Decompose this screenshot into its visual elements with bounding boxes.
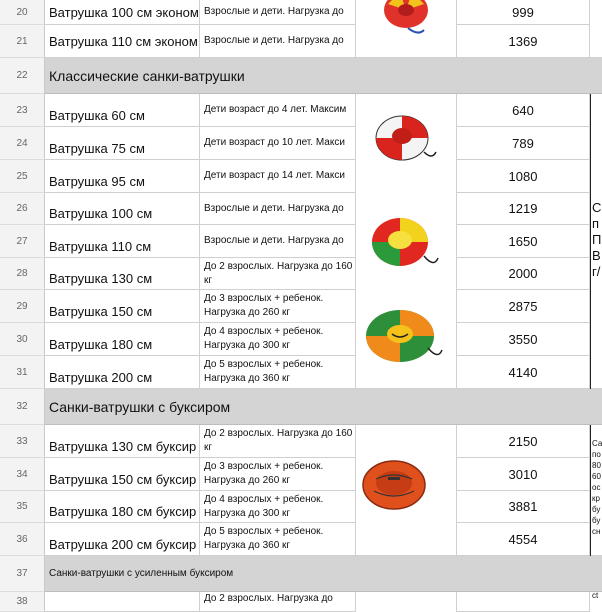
row-header-29[interactable]: 29: [0, 290, 45, 323]
row-header-27[interactable]: 27: [0, 225, 45, 258]
section-header-tow[interactable]: Санки-ватрушки с буксиром: [45, 389, 602, 425]
side-note-line: Са: [592, 439, 602, 448]
product-desc-cell[interactable]: Взрослые и дети. Нагрузка до: [200, 0, 356, 25]
extra-col-cell[interactable]: [590, 0, 602, 58]
side-note-line: 80: [592, 461, 601, 470]
product-price-cell[interactable]: 1219: [457, 193, 590, 225]
product-name-cell[interactable]: Ватрушка 150 см: [45, 290, 200, 323]
product-desc-cell[interactable]: Дети возраст до 14 лет. Макси: [200, 160, 356, 193]
product-desc-cell[interactable]: До 4 взрослых + ребенок. Нагрузка до 300 кг: [200, 323, 356, 356]
product-name-cell[interactable]: Ватрушка 95 см: [45, 160, 200, 193]
row-header-36[interactable]: 36: [0, 523, 45, 556]
row-header-37[interactable]: 37: [0, 556, 45, 592]
row-header-32[interactable]: 32: [0, 389, 45, 425]
product-price-cell[interactable]: 1369: [457, 25, 590, 58]
product-desc-cell[interactable]: До 4 взрослых + ребенок. Нагрузка до 300 кг: [200, 491, 356, 523]
product-name-cell[interactable]: Ватрушка 180 см: [45, 323, 200, 356]
product-name-cell[interactable]: Ватрушка 100 см: [45, 193, 200, 225]
product-price-cell[interactable]: 999: [457, 0, 590, 25]
row-header-33[interactable]: 33: [0, 425, 45, 458]
tube-image-red-yellow: [378, 0, 434, 38]
row-header-34[interactable]: 34: [0, 458, 45, 491]
side-note-line: по: [592, 450, 601, 459]
product-desc-cell[interactable]: Взрослые и дети. Нагрузка до: [200, 193, 356, 225]
product-name-cell[interactable]: Ватрушка 200 см буксир: [45, 523, 200, 556]
row-header-24[interactable]: 24: [0, 127, 45, 160]
side-note-line: сн: [592, 527, 601, 536]
product-name-cell[interactable]: Ватрушка 110 см: [45, 225, 200, 258]
row-header-38[interactable]: 38: [0, 592, 45, 612]
side-note-line: п: [592, 216, 600, 231]
product-desc-cell[interactable]: До 2 взрослых. Нагрузка до 160 кг: [200, 425, 356, 458]
product-name-cell[interactable]: Ватрушка 110 см эконом: [45, 25, 200, 58]
product-price-cell[interactable]: 1080: [457, 160, 590, 193]
side-note-line: В: [592, 248, 601, 263]
product-desc-cell[interactable]: До 3 взрослых + ребенок. Нагрузка до 260 кг: [200, 290, 356, 323]
border-line: [590, 94, 591, 389]
tube-image-orange-tow: [360, 457, 428, 513]
row-header-21[interactable]: 21: [0, 25, 45, 58]
product-price-cell[interactable]: 3550: [457, 323, 590, 356]
product-name-cell[interactable]: Ватрушка 130 см буксир: [45, 425, 200, 458]
product-price-cell[interactable]: 1650: [457, 225, 590, 258]
tube-image-green-orange: [362, 306, 444, 368]
product-image-cell: [356, 0, 457, 58]
product-price-cell[interactable]: 3010: [457, 458, 590, 491]
product-desc-cell[interactable]: Взрослые и дети. Нагрузка до: [200, 25, 356, 58]
product-price-cell[interactable]: [457, 592, 590, 612]
product-name-cell[interactable]: Ватрушка 130 см: [45, 258, 200, 290]
side-note-line: 60: [592, 472, 601, 481]
row-header-28[interactable]: 28: [0, 258, 45, 290]
side-note-text: [592, 438, 602, 537]
product-price-cell[interactable]: 2000: [457, 258, 590, 290]
product-image-cell: [356, 592, 457, 612]
product-price-cell[interactable]: 789: [457, 127, 590, 160]
product-price-cell[interactable]: 4554: [457, 523, 590, 556]
row-header-23[interactable]: 23: [0, 94, 45, 127]
row-header-30[interactable]: 30: [0, 323, 45, 356]
section-header-reinforced-tow[interactable]: Санки-ватрушки с усиленным буксиром: [45, 556, 602, 592]
side-note-line: ос: [592, 483, 601, 492]
section-header-classic[interactable]: Классические санки-ватрушки: [45, 58, 602, 94]
row-header-22[interactable]: 22: [0, 58, 45, 94]
product-name-cell[interactable]: Ватрушка 75 см: [45, 127, 200, 160]
product-name-cell[interactable]: Ватрушка 60 см: [45, 94, 200, 127]
product-desc-cell[interactable]: Взрослые и дети. Нагрузка до: [200, 225, 356, 258]
side-note-text: ct: [592, 591, 599, 600]
side-note-line: С: [592, 200, 602, 215]
product-name-cell[interactable]: Ватрушка 100 см эконом: [45, 0, 200, 25]
tube-image-red-white: [370, 112, 440, 164]
product-price-cell[interactable]: 2150: [457, 425, 590, 458]
product-name-cell[interactable]: Ватрушка 180 см буксир: [45, 491, 200, 523]
product-price-cell[interactable]: 3881: [457, 491, 590, 523]
side-note-line: бу: [592, 505, 601, 514]
product-desc-cell[interactable]: До 5 взрослых + ребенок. Нагрузка до 360 кг: [200, 523, 356, 556]
product-image-cell: [356, 94, 457, 389]
product-price-cell[interactable]: 4140: [457, 356, 590, 389]
product-desc-cell[interactable]: До 3 взрослых + ребенок. Нагрузка до 260 кг: [200, 458, 356, 491]
product-desc-cell[interactable]: До 2 взрослых. Нагрузка до 160 кг: [200, 258, 356, 290]
side-note-line: кр: [592, 494, 600, 503]
row-header-31[interactable]: 31: [0, 356, 45, 389]
side-note-line: П: [592, 232, 602, 247]
product-desc-cell[interactable]: До 2 взрослых. Нагрузка до: [200, 592, 356, 612]
side-note-text: [592, 200, 602, 280]
product-desc-cell[interactable]: Дети возраст до 10 лет. Макси: [200, 127, 356, 160]
row-header-35[interactable]: 35: [0, 491, 45, 523]
product-price-cell[interactable]: 640: [457, 94, 590, 127]
product-desc-cell[interactable]: Дети возраст до 4 лет. Максим: [200, 94, 356, 127]
product-name-cell[interactable]: Ватрушка 150 см буксир: [45, 458, 200, 491]
row-header-20[interactable]: 20: [0, 0, 45, 25]
side-note-line: бу: [592, 516, 601, 525]
product-name-cell[interactable]: [45, 592, 200, 612]
product-name-cell[interactable]: Ватрушка 200 см: [45, 356, 200, 389]
tube-image-red-yellow-green: [368, 212, 440, 274]
product-image-cell: [356, 425, 457, 556]
row-header-26[interactable]: 26: [0, 193, 45, 225]
side-note-line: г/: [592, 264, 601, 279]
product-desc-cell[interactable]: До 5 взрослых + ребенок. Нагрузка до 360 кг: [200, 356, 356, 389]
product-price-cell[interactable]: 2875: [457, 290, 590, 323]
row-header-25[interactable]: 25: [0, 160, 45, 193]
border-line: [590, 425, 591, 556]
